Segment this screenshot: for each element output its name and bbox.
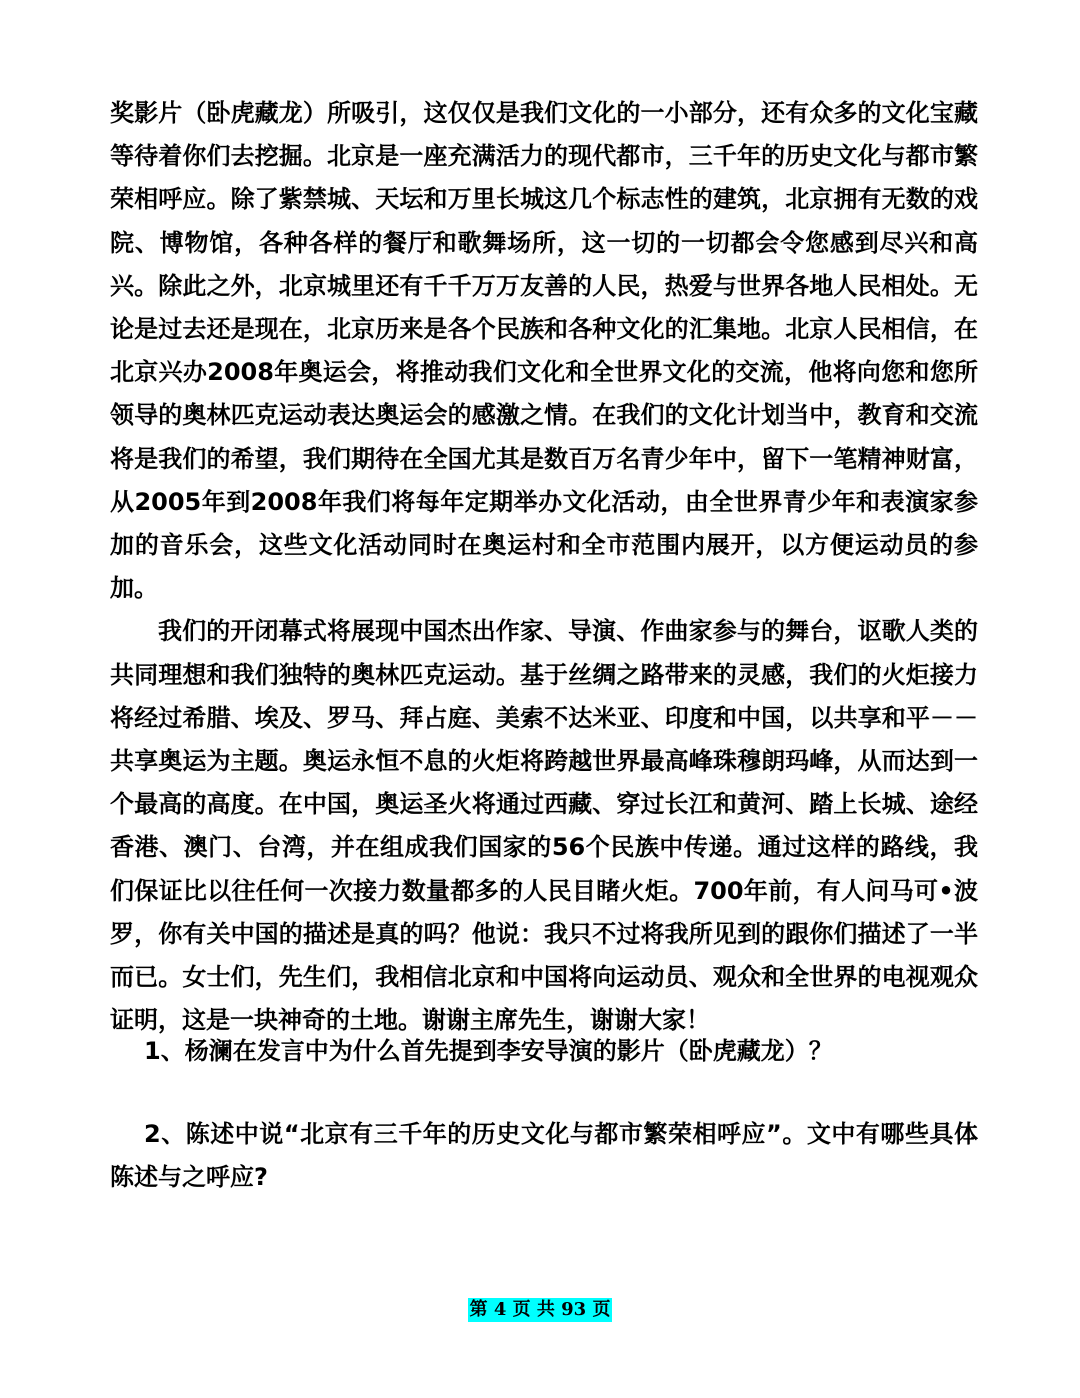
document-body — [110, 92, 978, 1042]
paragraph-continuation: 奖影片（卧虎藏龙）所吸引，这仅仅是我们文化的一小部分，还有众多的文化宝藏等待着你们去挖掘。北京是一座充满活力的现代都市，三千年的历史文化与都市繁荣相呼应。除了紫禁城、天坛和万里长城这几个标志性的建筑，北京拥有无数的戏院、博物馆，各种各样的餐厅和歌舞场所，这一切的一切都会令您感到尽兴和高兴。除此之外，北京城里还有千千万万友善的人民，热爱与世界各地人民相处。无论是过去还是现在，北京历来是各个民族和各种文化的汇集地。北京人民相信，在北京兴办2008年奥运会，将推动我们文化和全世界文化的交流，他将向您和您所领导的奥林匹克运动表达奥运会的感激之情。在我们的文化计划当中，教育和交流将是我们的希望，我们期待在全国尤其是数百万名青少年中，留下一笔精神财富，从2005年到2008年我们将每年定期举办文化活动，由全世界青少年和表演家参加的音乐会，这些文化活动同时在奥运村和全市范围内展开，以方便运动员的参加。 — [110, 99, 978, 603]
page-number-label: 第 4 页 共 93 页 — [469, 1299, 611, 1320]
page-footer — [0, 1298, 1080, 1322]
question-2: 2、陈述中说“北京有三千年的历史文化与都市繁荣相呼应”。文中有哪些具体陈述与之呼应? — [110, 1120, 978, 1192]
question-1: 1、杨澜在发言中为什么首先提到李安导演的影片（卧虎藏龙）？ — [144, 1037, 833, 1065]
paragraph-ceremony-torch: 我们的开闭幕式将展现中国杰出作家、导演、作曲家参与的舞台，讴歌人类的共同理想和我们独特的奥林匹克运动。基于丝绸之路带来的灵感，我们的火炬接力将经过希腊、埃及、罗马、拜占庭、美索不达米亚、印度和中国，以共享和平－－共享奥运为主题。奥运永恒不息的火炬将跨越世界最高峰珠穆朗玛峰，从而达到一个最高的高度。在中国，奥运圣火将通过西藏、穿过长江和黄河、踏上长城、途经香港、澳门、台湾，并在组成我们国家的56个民族中传递。通过这样的路线，我们保证比以往任何一次接力数量都多的人民目睹火炬。700年前，有人问马可•波罗，你有关中国的描述是真的吗？他说：我只不过将我所见到的跟你们描述了一半而已。女士们，先生们，我相信北京和中国将向运动员、观众和全世界的电视观众证明，这是一块神奇的土地。谢谢主席先生，谢谢大家！ — [110, 617, 978, 1035]
